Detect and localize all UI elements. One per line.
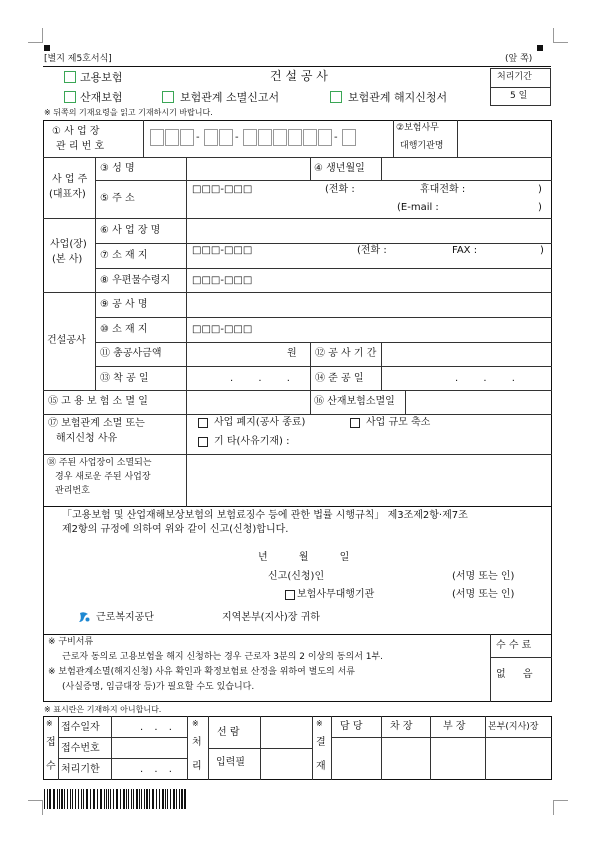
mail-postal-code: □□□-□□□ [192,275,253,286]
barcode-bar [126,789,127,809]
required-docs-2: ※ 보험관계소멸(해지신청) 사유 확인과 확정보험료 산정을 위하여 별도의 서류 [48,667,355,677]
business-group-label: 사업(장) [50,239,87,250]
instruction-note: ※ 뒤쪽의 기재요령을 읽고 기재하시기 바랍니다. [44,108,213,117]
receipt-label-a: 접 [46,737,56,748]
barcode-bar [81,789,82,809]
field-18-label-3: 관리번호 [55,486,90,496]
id-digit-box[interactable] [204,129,218,146]
agent-sign: (서명 또는 인) [452,589,515,600]
processing-label-b: 리 [192,761,202,772]
construction-group-label: 건설공사 [47,335,86,346]
main-form-table [43,120,552,507]
barcode-bar [59,789,60,809]
approval-col-manager: 부 장 [443,721,466,732]
fee-value: 없 음 [496,669,533,680]
id-digit-box[interactable] [150,129,164,146]
business-group-label-2: (본 사) [52,254,83,265]
barcode-bar [86,789,88,809]
paren-close: ) [538,202,542,213]
reason-reduction-checkbox[interactable] [350,418,360,428]
field-11-label: ⑪ 총공사금액 [100,348,162,359]
barcode-bar [67,789,68,809]
field-2-label-2: 대행기관명 [400,141,444,151]
form-number: [별지 제5호서식] [44,54,112,64]
processing-period-value: 5 일 [510,91,528,101]
id-digit-box[interactable] [219,129,233,146]
barcode-bar [133,789,134,809]
employment-insurance-label: 고용보험 [80,71,123,84]
organization-name: 근로복지공단 [96,612,154,623]
reason-other-checkbox[interactable] [198,437,208,447]
barcode-bar [139,789,140,809]
barcode-bar [141,789,142,809]
reason-closure-label: 사업 폐지(공사 종료) [214,417,306,428]
barcode-bar [173,789,175,809]
reporter-sign: (서명 또는 인) [452,571,515,582]
field-17-label-2: 해지신청 사유 [56,433,118,444]
id-digit-box[interactable] [273,129,287,146]
agent-label: 보험사무대행기관 [297,589,375,600]
field-3-label: ③ 성 명 [100,163,135,174]
field-1-label-2: 관 리 번 호 [56,141,105,152]
page-side: (앞 쪽) [505,54,533,64]
barcode-bar [136,789,138,809]
start-date-dots: . . . [230,373,290,384]
crop-mark [28,800,43,815]
barcode-bar [53,789,55,809]
barcode-bar [120,789,121,809]
barcode-bar [49,789,51,809]
crop-mark [553,800,568,815]
barcode-bar [83,789,84,809]
id-digit-box[interactable] [165,129,179,146]
barcode-bar [100,789,102,809]
barcode-bar [104,789,105,809]
office-mark: ※ [192,719,199,728]
barcode-bar [176,789,177,809]
declaration-line-2: 제2항의 규정에 의하여 위와 같이 신고(신청)합니다. [62,524,289,535]
approval-col-staff: 담 당 [340,721,363,732]
barcode-bar [70,789,71,809]
barcode-bar [61,789,63,809]
barcode-bar [184,789,186,809]
barcode-bar [162,789,164,809]
barcode-bar [44,789,45,809]
field-9-label: ⑨ 공 사 명 [100,299,148,310]
field-8-label: ⑧ 우편물수령지 [100,275,171,286]
barcode-bar [72,789,73,809]
input-done-label: 입력필 [216,757,245,768]
office-mark: ※ [316,719,323,728]
id-digit-box[interactable] [342,129,356,146]
barcode-bar [97,789,98,809]
barcode-bar [165,789,166,809]
receipt-label-b: 수 [46,761,56,772]
reason-reduction-label: 사업 규모 축소 [366,417,431,428]
barcode-bar [179,789,180,809]
field-16-label: ⑯ 산재보험소멸일 [314,396,395,407]
field-13-label: ⑬ 착 공 일 [100,373,149,384]
kcomwel-logo-icon [78,611,91,624]
barcode-bar [108,789,109,809]
id-digit-box[interactable] [318,129,332,146]
field-1-label: ① 사 업 장 [52,126,100,137]
barcode-bar [146,789,148,809]
barcode-bar [170,789,171,809]
crop-mark [28,28,43,43]
field-17-label: ⑰ 보험관계 소멸 또는 [48,418,145,429]
fee-label: 수 수 료 [496,640,532,651]
circulation-label: 선 람 [217,727,240,738]
field-18-label-2: 경우 새로운 주된 사업장 [55,472,151,482]
paren-close: ) [538,184,542,195]
declaration-date: 년 월 일 [258,552,350,563]
office-mark: ※ [46,719,53,728]
barcode-bar [47,789,48,809]
barcode-bar [152,789,154,809]
crop-mark [553,28,568,43]
approval-label-a: 결 [316,737,326,748]
id-separator: - [235,132,239,143]
id-digit-box[interactable] [180,129,194,146]
barcode-bar [159,789,160,809]
barcode-bar [113,789,114,809]
reason-closure-checkbox[interactable] [198,418,208,428]
processing-deadline-label: 처리기한 [61,764,100,775]
barcode-bar [64,789,65,809]
field-15-label: ⑮ 고 용 보 험 소 멸 일 [48,396,148,407]
approval-col-deputy: 차 장 [390,721,413,732]
barcode-bar [75,789,76,809]
construction-postal-code: □□□-□□□ [192,324,253,335]
barcode-bar [78,789,79,809]
approval-col-director: 본부(지사)장 [488,722,539,732]
barcode-bar [156,789,157,809]
owner-mobile-label: 휴대전화 : [420,184,466,195]
barcode-bar [167,789,168,809]
barcode-bar [93,789,95,809]
processing-label-a: 처 [192,737,202,748]
field-2-label: ②보험사무 [396,123,439,133]
field-6-label: ⑥ 사 업 장 명 [100,225,161,236]
required-docs-1: 근로자 동의로 고용보험을 해지 신청하는 경우 근로자 3분의 2 이상의 동의서 1부. [62,652,384,662]
receipt-date-label: 접수일자 [61,722,100,733]
field-10-label: ⑩ 소 재 지 [100,324,148,335]
required-docs-title: ※ 구비서류 [48,637,94,647]
barcode-bar [181,789,183,809]
field-18-label: ⑱ 주된 사업장이 소멸되는 [47,458,152,468]
industrial-insurance-label: 산재보험 [80,91,123,104]
id-digit-box[interactable] [288,129,302,146]
deadline-dots: . . . [140,764,172,775]
field-12-label: ⑫ 공 사 기 간 [315,348,377,359]
field-7-label: ⑦ 소 재 지 [100,250,148,261]
processing-period-label: 처리기간 [497,72,532,82]
barcode-bar [128,789,129,809]
reason-other-label: 기 타(사유기재) : [214,436,290,447]
termination-request-checkbox[interactable] [330,91,342,103]
approval-label-b: 재 [316,761,326,772]
extinction-report-label: 보험관계 소멸신고서 [180,91,280,104]
id-digit-box[interactable] [258,129,272,146]
business-phone-label: (전화 : [357,245,387,256]
barcode-bar [131,789,132,809]
termination-request-label: 보험관계 해지신청서 [348,91,448,104]
business-postal-code: □□□-□□□ [192,245,253,256]
barcode-bar [106,789,107,809]
form-title: 건 설 공 사 [270,69,328,83]
agent-checkbox[interactable] [285,590,295,600]
industrial-insurance-checkbox[interactable] [64,91,76,103]
owner-group-label-2: (대표자) [49,189,86,200]
declaration-line-1: 「고용보험 및 산업재해보상보험의 보험료징수 등에 관한 법률 시행규칙」 제3조제2항·제7조 [62,510,468,521]
registration-mark [537,45,543,51]
barcode-bar [116,789,118,809]
owner-postal-code: □□□-□□□ [192,184,253,195]
barcode-bar [57,789,58,809]
top-rule [43,66,551,67]
id-separator: - [196,132,200,143]
barcode-bar [110,789,111,809]
end-date-dots: . . . [455,373,515,384]
barcode-bar [90,789,91,809]
reporter-label: 신고(신청)인 [268,571,325,582]
id-digit-box[interactable] [303,129,317,146]
id-separator: - [334,132,338,143]
barcode-bar [144,789,145,809]
receipt-date-dots: . . . [140,722,172,733]
paren-close: ) [540,245,544,256]
business-id-grid[interactable] [150,129,390,149]
barcode-bar [149,789,150,809]
field-14-label: ⑭ 준 공 일 [315,373,364,384]
business-fax-label: FAX : [452,245,478,256]
employment-insurance-checkbox[interactable] [64,71,76,83]
field-4-label: ④ 생년월일 [314,163,365,174]
owner-phone-label: (전화 : [325,184,355,195]
owner-email-label: (E-mail : [397,202,439,213]
barcode [44,789,190,813]
no-fill-note: ※ 표시란은 기재하지 아니합니다. [44,705,162,714]
field-5-label: ⑤ 주 소 [100,193,135,204]
extinction-report-checkbox[interactable] [162,91,174,103]
owner-group-label: 사 업 주 [52,174,88,185]
addressee: 지역본부(지사)장 귀하 [222,612,320,623]
won-unit: 원 [287,348,297,359]
receipt-number-label: 접수번호 [61,743,100,754]
required-docs-3: (사실증명, 임금대장 등)가 필요할 수도 있습니다. [62,682,255,692]
barcode-bar [123,789,125,809]
id-digit-box[interactable] [243,129,257,146]
registration-mark [44,45,50,51]
